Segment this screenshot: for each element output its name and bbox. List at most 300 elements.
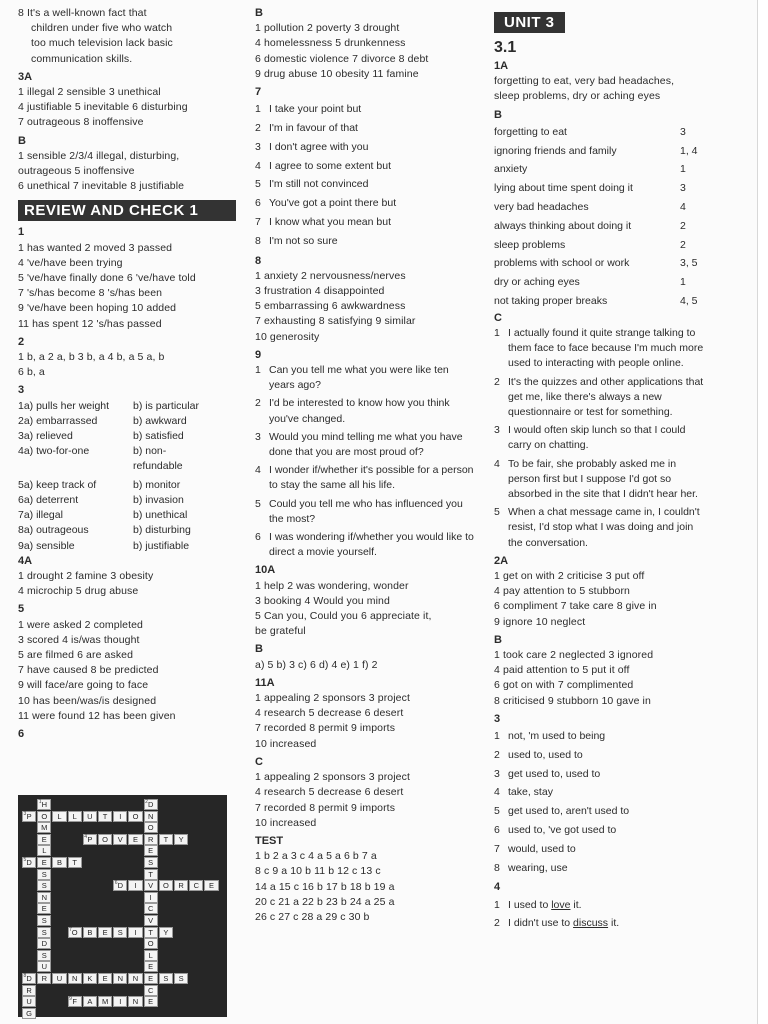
answer-line: 7 's/has become 8 's/has been: [18, 287, 163, 300]
crossword-clue-number: 2: [145, 799, 148, 805]
crossword-cell: [159, 834, 173, 845]
numbered-answer: [494, 423, 704, 453]
crossword-letter: U: [87, 811, 93, 821]
crossword-letter: G: [26, 1008, 33, 1018]
exercise-heading: C: [494, 311, 502, 324]
answer-line: 1 pollution 2 poverty 3 drought: [255, 22, 400, 35]
item-number: 2: [255, 397, 261, 410]
crossword-cell: [22, 811, 36, 822]
crossword-letter: O: [71, 927, 78, 937]
item-text: Can you tell me what you were like ten years ago?: [269, 364, 449, 392]
crossword-letter: T: [148, 869, 153, 879]
crossword-cell: [37, 903, 51, 914]
item-number: 1: [494, 730, 500, 743]
crossword-letter: A: [87, 997, 93, 1007]
answer-b: b) satisfied: [133, 430, 184, 443]
answer-a: 5a) keep track of: [18, 478, 97, 491]
crossword-cell: [128, 811, 142, 822]
exercise-heading: 2A: [494, 554, 509, 567]
crossword-letter: L: [57, 811, 62, 821]
answer-line: sleep problems, dry or aching eyes: [494, 90, 661, 103]
crossword-letter: R: [147, 834, 154, 844]
numbered-answer: [494, 914, 704, 933]
crossword-cell: [144, 985, 158, 996]
item-text: Could you tell me who has influenced you the most?: [269, 497, 463, 525]
answer-line: 10 has been/was/is designed: [18, 694, 157, 707]
numbered-answer: [494, 326, 704, 372]
crossword-cell: [52, 973, 66, 984]
item-text: not, 'm used to being: [508, 730, 606, 743]
crossword-clue-number: 7: [69, 926, 72, 933]
crossword-cell: [37, 961, 51, 972]
answer-line: 1 b, a 2 a, b 3 b, a 4 b, a 5 a, b: [18, 351, 165, 364]
crossword-cell: [128, 973, 142, 984]
answer-line: 1 drought 2 famine 3 obesity: [18, 569, 154, 582]
answer-line: 1 help 2 was wondering, wonder: [255, 579, 409, 592]
answer-line: 6 got on with 7 complimented: [494, 679, 634, 692]
crossword-cell: [22, 857, 36, 868]
symptom-row: [494, 160, 704, 179]
numbered-answer: [494, 375, 704, 421]
crossword-letter: E: [148, 962, 154, 972]
crossword-cell: [128, 834, 142, 845]
crossword-cell: [37, 822, 51, 833]
crossword-letter: N: [147, 811, 154, 821]
review-and-check-banner: REVIEW AND CHECK 1: [18, 200, 236, 221]
crossword-cell: [68, 996, 82, 1007]
crossword-letter: V: [148, 916, 154, 925]
answer-line: a) 5 b) 3 c) 6 d) 4 e) 1 f) 2: [255, 658, 378, 671]
answer-line: 1 appealing 2 sponsors 3 project: [255, 771, 410, 784]
crossword-cell: [144, 822, 158, 833]
sentence-start: I used to: [508, 898, 552, 911]
crossword-letter: I: [149, 892, 152, 902]
symptom-refs: 4, 5: [680, 294, 698, 307]
symptom-row: [494, 236, 704, 255]
right-column: [494, 6, 704, 933]
crossword-cell: [22, 1008, 36, 1019]
crossword-cell: [113, 880, 127, 891]
symptom-refs: 1: [680, 163, 686, 176]
answer-line: 26 c 27 c 28 a 29 c 30 b: [255, 910, 370, 923]
exercise-heading: 9: [255, 348, 262, 361]
answer-line: 1 appealing 2 sponsors 3 project: [255, 692, 410, 705]
numbered-answer: [494, 802, 704, 821]
crossword-cell: [144, 799, 158, 810]
crossword-letter: H: [41, 800, 47, 809]
answer-line: children under five who watch: [31, 22, 173, 35]
crossword-cell: [37, 973, 51, 984]
crossword-cell: [144, 869, 158, 880]
middle-column: [255, 6, 477, 925]
symptom-row: [494, 198, 704, 217]
exercise-heading: 5: [18, 603, 25, 616]
left-column: [18, 6, 236, 742]
answer-b: b) monitor: [133, 478, 181, 491]
symptom-text: dry or aching eyes: [494, 276, 580, 289]
answer-a: 8a) outrageous: [18, 524, 89, 537]
crossword-letter: U: [41, 962, 47, 972]
answer-line: 3 booking 4 Would you mind: [255, 594, 390, 607]
answer-line: 4 research 5 decrease 6 desert: [255, 707, 404, 720]
answer-line: 10 increased: [255, 816, 317, 829]
numbered-answer: [255, 463, 477, 493]
crossword-cell: [144, 845, 158, 856]
crossword-cell: [144, 927, 158, 938]
symptom-text: problems with school or work: [494, 257, 630, 270]
answer-a: 2a) embarrassed: [18, 414, 98, 427]
item-number: 8: [494, 861, 500, 874]
numbered-answer: [255, 194, 477, 213]
answer-line: 20 c 21 a 22 b 23 b 24 a 25 a: [255, 895, 395, 908]
item-text: I was wondering if/whether you would like to direct a movie yourself.: [269, 531, 474, 559]
crossword-letter: R: [26, 985, 32, 995]
item-text: used to, used to: [508, 748, 583, 761]
crossword-cell: [174, 973, 188, 984]
crossword-cell: [37, 950, 51, 961]
exercise-heading: 4: [494, 881, 501, 894]
answer-line: 5 've/have finally done 6 've/have told: [18, 272, 196, 285]
answer-a: 6a) deterrent: [18, 493, 79, 506]
item-text: [508, 914, 704, 933]
crossword-cell: [83, 996, 97, 1007]
answer-pair: [18, 399, 236, 414]
symptom-text: ignoring friends and family: [494, 144, 617, 157]
sentence-start: I didn't use to: [508, 917, 574, 930]
item-text: take, stay: [508, 786, 553, 799]
answer-line: 11 has spent 12 's/has passed: [18, 317, 162, 330]
item-text: I don't agree with you: [269, 140, 369, 153]
crossword-clue-number: 9: [69, 996, 72, 1003]
crossword-letter: C: [193, 881, 199, 891]
crossword-letter: O: [147, 939, 154, 949]
answer-line: 5 are filmed 6 are asked: [18, 648, 134, 661]
item-text: get used to, used to: [508, 767, 601, 780]
symptom-refs: 2: [680, 238, 686, 251]
item-text: I agree to some extent but: [269, 159, 391, 172]
crossword-cell: [144, 811, 158, 822]
answer-line: 5 embarrassing 6 awkwardness: [255, 300, 406, 313]
crossword-cell: [22, 996, 36, 1007]
crossword-cell: [128, 927, 142, 938]
item-number: 6: [494, 824, 500, 837]
crossword-letter: E: [148, 974, 154, 983]
symptom-text: anxiety: [494, 163, 528, 176]
crossword-cell: [83, 973, 97, 984]
exercise-heading: B: [18, 134, 26, 147]
item-number: 1: [255, 103, 261, 116]
answer-line: 9 've/have been hoping 10 added: [18, 302, 177, 315]
symptom-row: [494, 179, 704, 198]
answer-line: 7 recorded 8 permit 9 imports: [255, 801, 396, 814]
crossword-cell: [98, 811, 112, 822]
symptom-text: always thinking about doing it: [494, 219, 632, 232]
sentence-end: it.: [570, 898, 582, 911]
crossword-letter: E: [148, 997, 154, 1007]
answer-line: 1 get on with 2 criticise 3 put off: [494, 570, 645, 583]
answer-line: 1 took care 2 neglected 3 ignored: [494, 649, 654, 662]
answer-line: 6 compliment 7 take care 8 give in: [494, 600, 657, 613]
crossword-letter: D: [26, 974, 32, 983]
item-number: 4: [255, 159, 261, 172]
answer-line: 4 've/have been trying: [18, 256, 123, 269]
numbered-answer: [494, 505, 704, 551]
crossword-cell: [83, 927, 97, 938]
sentence-end: it.: [608, 917, 620, 930]
crossword-cell: [128, 880, 142, 891]
item-number: 7: [494, 842, 500, 855]
answer-pair: [18, 539, 236, 554]
answer-line: 7 recorded 8 permit 9 imports: [255, 722, 396, 735]
item-text: When a chat message came in, I couldn't resist, I'd stop what I was doing and join the conversation.: [508, 506, 700, 549]
crossword-letter: S: [41, 916, 47, 925]
exercise-heading: 4A: [18, 554, 33, 567]
item-number: 3: [255, 430, 261, 443]
exercise-heading: 3: [18, 384, 25, 397]
crossword-cell: [22, 973, 36, 984]
crossword-cell: [159, 880, 173, 891]
answer-b: b) non-refundable: [133, 445, 183, 473]
numbered-answer: [494, 859, 704, 878]
crossword-letter: T: [102, 811, 108, 821]
answer-pair: [18, 493, 236, 508]
unit-banner: UNIT 3: [494, 12, 565, 33]
crossword-letter: N: [132, 997, 139, 1007]
crossword-letter: L: [72, 811, 77, 821]
symptom-row: [494, 217, 704, 236]
numbered-answer: [255, 138, 477, 157]
answer-a: 7a) illegal: [18, 509, 63, 522]
crossword-letter: O: [162, 881, 169, 891]
item-number: 1: [494, 326, 500, 339]
crossword-cell: [37, 857, 51, 868]
crossword-cell: [37, 927, 51, 938]
crossword-cell: [204, 880, 218, 891]
crossword-letter: V: [117, 834, 123, 844]
crossword-letter: E: [102, 927, 108, 937]
numbered-answer: [255, 232, 477, 251]
symptom-refs: 3: [680, 182, 686, 195]
crossword-cell: [98, 996, 112, 1007]
numbered-answer: [494, 746, 704, 765]
crossword-letter: I: [119, 997, 122, 1007]
answer-b: b) invasion: [133, 493, 184, 506]
item-text: It's the quizzes and other applications that get me, like there's always a new questionnaire or test for something.: [508, 375, 704, 418]
symptom-row: [494, 142, 704, 161]
crossword-cell: [144, 857, 158, 868]
item-number: 2: [255, 122, 261, 135]
crossword-letter: N: [41, 892, 47, 902]
answer-a: 3a) relieved: [18, 430, 73, 443]
crossword-letter: N: [71, 974, 78, 983]
answer-b: b) is particular: [133, 399, 199, 412]
item-text: I'm not so sure: [269, 234, 338, 247]
crossword-cell: [144, 973, 158, 984]
crossword-letter: V: [148, 881, 154, 891]
crossword-letter: U: [26, 997, 32, 1007]
crossword-letter: S: [41, 881, 47, 891]
answer-line: 3 frustration 4 disappointed: [255, 285, 385, 297]
answer-line: 7 have caused 8 be predicted: [18, 664, 159, 677]
crossword-cell: [113, 834, 127, 845]
crossword-cell: [37, 799, 51, 810]
answer-line: 6 b, a: [18, 366, 45, 379]
crossword-cell: [37, 892, 51, 903]
crossword-letter: K: [87, 974, 93, 983]
answer-line: 8 c 9 a 10 b 11 b 12 c 13 c: [255, 865, 381, 878]
crossword-cell: [68, 811, 82, 822]
answer-line: 3 scored 4 is/was thought: [18, 633, 140, 646]
answer-line: communication skills.: [31, 52, 133, 65]
crossword-cell: [37, 938, 51, 949]
crossword-letter: B: [56, 858, 62, 867]
answer-line: 1 were asked 2 completed: [18, 618, 143, 631]
crossword-cell: [98, 973, 112, 984]
crossword-cell: [144, 950, 158, 961]
crossword-letter: D: [117, 881, 123, 891]
answer-line: 9 will face/are going to face: [18, 679, 149, 692]
answer-line: 4 microchip 5 drug abuse: [18, 585, 139, 598]
crossword-letter: D: [147, 800, 154, 809]
crossword-letter: O: [132, 811, 139, 821]
crossword-cell: [128, 996, 142, 1007]
answer-line: 7 outrageous 8 inoffensive: [18, 116, 144, 129]
item-text: To be fair, she probably asked me in person first but I suppose I'd got so absorbed in the site that I didn't hear her.: [508, 457, 698, 501]
crossword-clue-number: 4: [84, 833, 88, 840]
crossword-letter: I: [134, 927, 137, 937]
crossword-letter: E: [132, 834, 138, 844]
symptom-row: [494, 123, 704, 142]
crossword-letter: E: [41, 858, 47, 867]
item-text: I would often skip lunch so that I could carry on chatting.: [508, 424, 686, 452]
numbered-answer: [255, 363, 477, 393]
crossword-cell: [37, 811, 51, 822]
answer-line: 4 paid attention to 5 put it off: [494, 664, 630, 677]
crossword-letter: T: [148, 927, 153, 937]
item-number: 1: [494, 898, 500, 911]
answer-line: 1 anxiety 2 nervousness/nerves: [255, 269, 406, 282]
item-text: I'm still not convinced: [269, 178, 369, 191]
answer-pair: [18, 508, 236, 523]
answer-line: 1 sensible 2/3/4 illegal, disturbing,: [18, 149, 180, 162]
symptom-text: sleep problems: [494, 238, 566, 251]
crossword-letter: L: [148, 950, 153, 960]
crossword-letter: N: [132, 974, 139, 983]
symptom-text: forgetting to eat: [494, 125, 567, 138]
crossword-letter: I: [119, 811, 122, 821]
numbered-answer: [255, 175, 477, 194]
exercise-heading: 3: [494, 712, 501, 725]
answer-b: b) disturbing: [133, 524, 191, 537]
numbered-answer: [494, 840, 704, 859]
crossword-letter: Y: [178, 834, 184, 844]
crossword-cell: [113, 811, 127, 822]
numbered-answer: [255, 396, 477, 426]
item-number: 5: [255, 178, 261, 191]
item-number: 2: [494, 375, 500, 388]
crossword-letter: E: [148, 846, 154, 856]
answer-line: 8 criticised 9 stubborn 10 gave in: [494, 694, 651, 707]
item-text: I take your point but: [269, 103, 362, 116]
answer-line: 4 research 5 decrease 6 desert: [255, 786, 404, 799]
answer-line: forgetting to eat, very bad headaches,: [494, 75, 675, 88]
crossword-cell: [144, 961, 158, 972]
test-heading: TEST: [255, 834, 284, 847]
item-text: I wonder if/whether it's possible for a person to stay the same all his life.: [269, 464, 474, 492]
answer-line: 11 were found 12 has been given: [18, 709, 176, 722]
crossword-letter: N: [117, 974, 123, 983]
answer-line: 9 ignore 10 neglect: [494, 615, 586, 628]
numbered-answer: [494, 727, 704, 746]
crossword-letter: C: [147, 985, 154, 995]
crossword-letter: T: [72, 858, 77, 867]
crossword-cell: [144, 996, 158, 1007]
crossword-cell: [174, 880, 188, 891]
crossword-letter: T: [163, 834, 169, 844]
exercise-heading: B: [255, 643, 263, 656]
crossword-cell: [144, 915, 158, 926]
crossword-cell: [52, 811, 66, 822]
numbered-answer: [494, 783, 704, 802]
crossword-cell: [144, 938, 158, 949]
symptom-text: very bad headaches: [494, 201, 589, 213]
crossword-letter: S: [163, 974, 169, 983]
crossword-cell: [52, 857, 66, 868]
symptom-text: lying about time spent doing it: [494, 182, 633, 195]
symptom-row: [494, 292, 704, 311]
crossword-clue-number: 3: [23, 810, 27, 817]
symptom-refs: 3: [680, 125, 686, 138]
crossword-cell: [37, 915, 51, 926]
numbered-answer: [255, 157, 477, 176]
exercise-heading: 7: [255, 86, 262, 99]
numbered-answer: [255, 497, 477, 527]
crossword-cell: [37, 834, 51, 845]
crossword-letter: S: [41, 927, 47, 937]
crossword-cell: [144, 834, 158, 845]
answer-line: 4 homelessness 5 drunkenness: [255, 37, 406, 50]
crossword-letter: F: [72, 997, 77, 1007]
crossword-letter: S: [41, 950, 47, 960]
crossword-cell: [159, 927, 173, 938]
answer-line: 9 drug abuse 10 obesity 11 famine: [255, 67, 419, 80]
crossword-cell: [37, 845, 51, 856]
crossword-letter: B: [87, 927, 93, 937]
crossword-letter: O: [147, 823, 154, 833]
crossword-cell: [98, 927, 112, 938]
answer-line: outrageous 5 inoffensive: [18, 165, 135, 178]
crossword-letter: S: [148, 858, 154, 867]
symptom-text: not taking proper breaks: [494, 294, 608, 307]
underlined-word: discuss: [573, 917, 609, 930]
answer-line: 4 justifiable 5 inevitable 6 disturbing: [18, 101, 188, 114]
item-text: get used to, aren't used to: [508, 805, 630, 818]
answer-b: b) awkward: [133, 414, 187, 427]
answer-line: be grateful: [255, 625, 306, 638]
item-number: 6: [255, 197, 261, 210]
exercise-heading: 3A: [18, 70, 33, 83]
symptom-refs: 3, 5: [680, 257, 698, 270]
section-number: 3.1: [494, 39, 517, 56]
exercise-heading: 10A: [255, 564, 276, 577]
answer-line: 1 has wanted 2 moved 3 passed: [18, 241, 173, 254]
crossword-clue-number: 8: [23, 973, 27, 979]
answer-line: 5 Can you, Could you 6 appreciate it,: [255, 610, 432, 623]
answer-b: b) justifiable: [133, 539, 190, 552]
exercise-heading: B: [494, 108, 502, 121]
answer-pair: [18, 429, 236, 444]
crossword-letter: O: [41, 811, 48, 821]
